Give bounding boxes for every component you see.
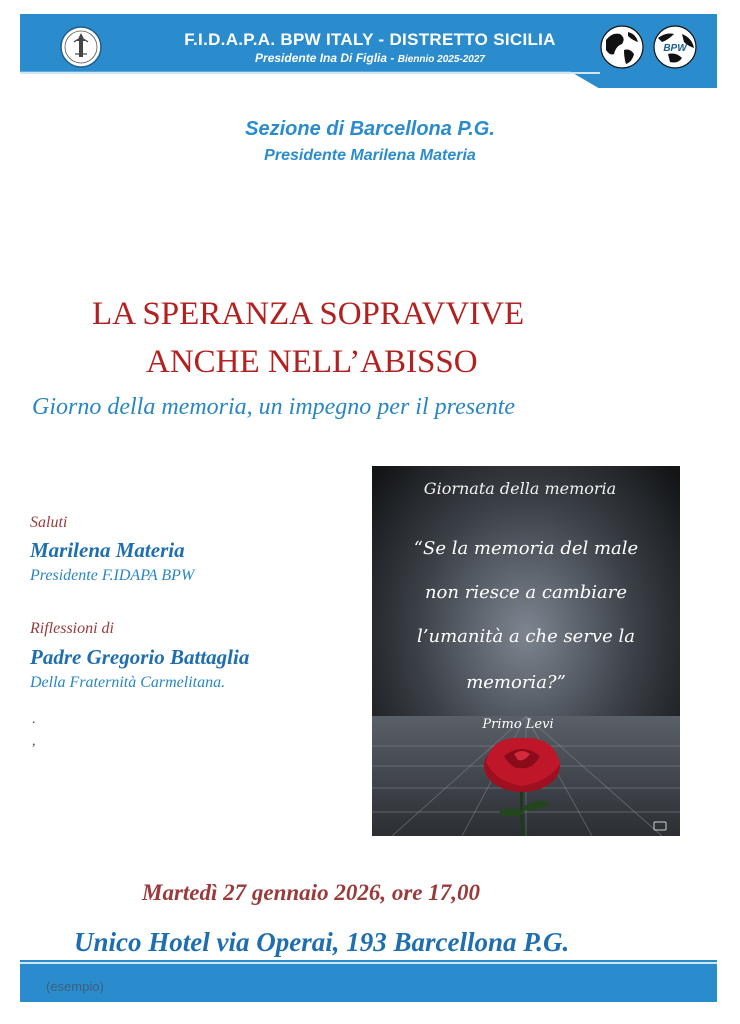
reflections-label: Riflessioni di bbox=[30, 620, 114, 637]
greeting-label: Saluti bbox=[30, 514, 68, 531]
bpw-globe-logo-icon bbox=[598, 24, 700, 70]
section-president: Presidente Marilena Materia bbox=[264, 147, 476, 164]
stray-comma: , bbox=[32, 734, 36, 749]
footer-divider bbox=[20, 962, 717, 964]
header-divider bbox=[20, 72, 600, 74]
poster-quote-line3: l’umanità a che serve la bbox=[417, 626, 635, 647]
fidapa-logo-icon bbox=[60, 24, 102, 70]
event-subtitle: Giorno della memoria, un impegno per il presente bbox=[32, 394, 516, 420]
poster-heading: Giornata della memoria bbox=[423, 479, 617, 498]
event-date: Martedì 27 gennaio 2026, ore 17,00 bbox=[142, 880, 480, 905]
poster-quote-line2: non riesce a cambiare bbox=[424, 582, 628, 603]
poster-author: Primo Levi bbox=[482, 717, 554, 732]
stray-dot: . bbox=[32, 712, 36, 727]
reflections-role: Della Fraternità Carmelitana. bbox=[30, 674, 226, 691]
reflections-name: Padre Gregorio Battaglia bbox=[30, 645, 250, 669]
memorial-poster-image bbox=[372, 466, 680, 836]
header-president: Presidente Ina Di Figlia - bbox=[255, 51, 398, 65]
footer-note: (esempio) bbox=[46, 979, 104, 994]
poster-quote-line4: memoria?” bbox=[466, 672, 566, 693]
section-name: Sezione di Barcellona P.G. bbox=[245, 118, 495, 140]
header-biennio: Biennio 2025-2027 bbox=[397, 54, 485, 65]
footer-banner bbox=[20, 960, 717, 1002]
greeting-role: Presidente F.IDAPA BPW bbox=[30, 567, 195, 584]
header-title: F.I.D.A.P.A. BPW ITALY - DISTRETTO SICILIA bbox=[184, 30, 556, 49]
poster-quote-line1: “Se la memoria del male bbox=[413, 538, 639, 559]
event-title-line2: ANCHE NELL’ABISSO bbox=[146, 344, 478, 380]
bpw-logo-text: BPW bbox=[663, 43, 687, 54]
event-title-line1: LA SPERANZA SOPRAVVIVE bbox=[92, 296, 525, 332]
header-subtitle bbox=[150, 51, 590, 65]
greeting-name: Marilena Materia bbox=[30, 538, 185, 562]
event-venue: Unico Hotel via Operai, 193 Barcellona P.G. bbox=[74, 927, 570, 957]
